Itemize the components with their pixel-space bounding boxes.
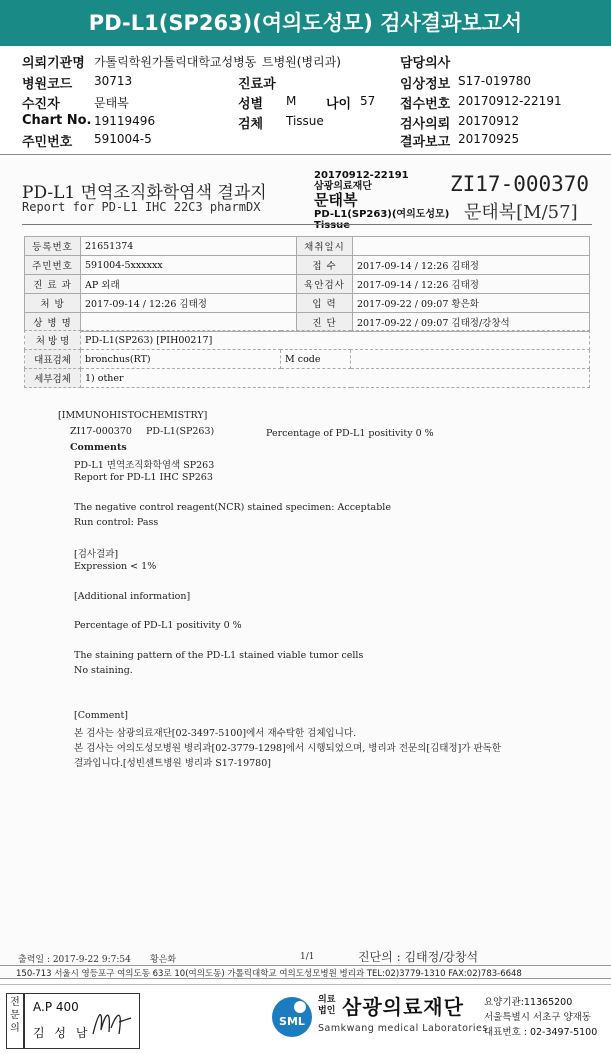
- rrn-label: 주민번호: [22, 135, 73, 150]
- page-number: 1/1: [300, 952, 315, 962]
- sticker-test: PD-L1(SP263)(여의도성모): [314, 209, 450, 220]
- case-line-id: ZI17-000370: [70, 426, 132, 437]
- org-type: [318, 995, 335, 1017]
- sml-logo-icon: [270, 995, 314, 1039]
- order-value: 2017-09-14 / 12:26 김태정: [81, 294, 297, 313]
- sex-value: M: [286, 94, 297, 108]
- case-number: ZI17-000370: [450, 172, 590, 196]
- institution-value: 가톨릭학원가톨릭대학교성병동: [94, 55, 257, 69]
- receipt-no-value: 20170912-22191: [458, 94, 562, 108]
- report-title-banner: PD-L1(SP263)(여의도성모) 검사결과보고서: [0, 0, 611, 46]
- header-row-institution: [0, 52, 611, 72]
- signer-name: 김 성 남: [33, 1026, 91, 1040]
- printed-time: 출력일 : 2017-9-22 9:7:54: [18, 955, 131, 965]
- scan-title: PD-L1 면역조직화학염색 결과지: [22, 183, 267, 203]
- case-line-pct: Percentage of PD-L1 positivity 0 %: [266, 428, 434, 439]
- org-contact: [484, 995, 597, 1040]
- specimen-value: Tissue: [286, 114, 324, 128]
- rrn-value: 591004-5: [94, 132, 152, 146]
- address-text: 150-713 서울시 영등포구 여의도동 63로 10(여의도동) 가톨릭대학교 여의도성모병원 병리과 TEL:02)3779-1310 FAX:02)783-6648: [16, 969, 522, 979]
- result-report-value: 20170925: [458, 132, 520, 146]
- comment-line: The staining pattern of the PD-L1 stained viable tumor cells: [74, 650, 364, 661]
- gross-label: 육안검사: [297, 275, 353, 294]
- specialist-stamp: 전문의: [6, 993, 24, 1049]
- rep-label: 대표검체: [25, 350, 81, 369]
- age-value: 57: [360, 94, 376, 108]
- header-row-patient: [0, 93, 611, 113]
- collect-value: [353, 237, 590, 256]
- input-label: 입 력: [297, 294, 353, 313]
- printer-name: 황은화: [150, 955, 177, 965]
- detail-label: 세부검체: [25, 369, 81, 388]
- scan-divider: [22, 224, 592, 225]
- sex-label: 성별: [238, 97, 264, 112]
- specimen-info-table: [24, 330, 590, 388]
- hospital-address: [0, 965, 611, 979]
- clinical-info-value: S17-019780: [458, 74, 532, 88]
- ward-value: [81, 313, 297, 332]
- mcode-label: M code: [281, 350, 351, 369]
- table-row: [25, 237, 590, 256]
- clinical-info-label: 임상정보: [400, 77, 451, 92]
- request-value: 20170912: [458, 114, 520, 128]
- org-phone: 대표번호 : 02-3497-5100: [484, 1027, 598, 1038]
- scan-subtitle: Report for PD-L1 IHC 22C3 pharmDX: [22, 200, 261, 214]
- patient-info-table: [24, 236, 590, 332]
- dept-value: AP 외래: [81, 275, 297, 294]
- sticker-org: 삼광의료재단: [314, 181, 372, 192]
- table-row: [25, 369, 590, 388]
- table-row: [25, 331, 590, 350]
- scanned-report: [0, 158, 611, 980]
- rx-value: PD-L1(SP263) [PIH00217]: [81, 331, 590, 350]
- reg-no-label: 등록번호: [25, 237, 81, 256]
- org-code: 요양기관:11365200: [484, 997, 573, 1008]
- diag-value: 2017-09-22 / 09:07 김태정/강창석: [353, 313, 590, 332]
- org-type-line1: 의료: [318, 995, 336, 1005]
- institution-label: 의뢰기관명: [22, 56, 85, 71]
- header-row-rrn: [0, 131, 611, 151]
- table-row: [25, 275, 590, 294]
- comments-heading: Comments: [70, 442, 127, 453]
- comment-line: PD-L1 면역조직화학염색 SP263: [74, 460, 215, 471]
- comment-line: Expression < 1%: [74, 561, 157, 572]
- table-row: [25, 350, 590, 369]
- header-row-code: [0, 73, 611, 93]
- logo-text: SML: [279, 1015, 305, 1028]
- sticker-spec: Tissue: [314, 220, 351, 231]
- hospital-code-value: 30713: [94, 74, 133, 88]
- patient-value: 문태복: [94, 96, 129, 110]
- rx-label: 처 방 명: [25, 331, 81, 350]
- specimen-label: 검체: [238, 117, 264, 132]
- comment-line: Report for PD-L1 IHC SP263: [74, 472, 213, 483]
- detail-value: 1) other: [81, 369, 590, 388]
- reg-no-value: 21651374: [81, 237, 297, 256]
- footer: [0, 984, 611, 1055]
- chart-value: 19119496: [94, 114, 156, 128]
- comment-line: 결과입니다.[성빈센트병원 병리과 S17-19780]: [74, 758, 271, 769]
- org-address: 서울특별시 서초구 양재동: [484, 1012, 591, 1023]
- header-row-chart: [0, 113, 611, 133]
- comment-line: No staining.: [74, 665, 133, 676]
- input-value: 2017-09-22 / 09:07 황은화: [353, 294, 590, 313]
- receipt-no-label: 접수번호: [400, 97, 451, 112]
- comment-line: [검사결과]: [74, 549, 119, 560]
- org-english-name: Samkwang medical Laboratories: [318, 1023, 488, 1034]
- section-heading: [IMMUNOHISTOCHEMISTRY]: [58, 410, 208, 421]
- diagnostician: 진단의 : 김태정/강창석: [358, 950, 479, 964]
- org-name: 삼광의료재단: [342, 995, 464, 1019]
- sticker-receipt: 20170912-22191: [314, 170, 409, 181]
- age-label: 나이: [326, 97, 352, 112]
- receipt-value: 2017-09-14 / 12:26 김태정: [353, 256, 590, 275]
- comment-line: [Additional information]: [74, 591, 191, 602]
- case-patient-name: 문태복[M/57]: [464, 202, 578, 223]
- collect-label: 채취일시: [297, 237, 353, 256]
- comment-line: 본 검사는 삼광의료재단[02-3497-5100]에서 재수탁한 검체입니다.: [74, 728, 357, 739]
- rrn-value: 591004-5xxxxxx: [81, 256, 297, 275]
- institution-extra: 트병원(병리과): [262, 55, 341, 69]
- doctor-label: 담당의사: [400, 56, 451, 71]
- order-label: 처 방: [25, 294, 81, 313]
- signature-icon: [89, 1000, 133, 1044]
- patient-label: 수진자: [22, 97, 60, 112]
- rep-value: bronchus(RT): [81, 350, 281, 369]
- diag-label: 진 단: [297, 313, 353, 332]
- comment-line: [Comment]: [74, 710, 128, 721]
- chart-label: Chart No.: [22, 113, 92, 128]
- dept-label: 진료과: [238, 77, 276, 92]
- mcode-value: [351, 350, 590, 369]
- comment-line: The negative control reagent(NCR) stained specimen: Acceptable: [74, 502, 391, 513]
- receipt-label: 접 수: [297, 256, 353, 275]
- signer-box: [24, 993, 140, 1049]
- case-line-test: PD-L1(SP263): [146, 426, 215, 437]
- table-row: [25, 313, 590, 332]
- comment-line: Run control: Pass: [74, 517, 159, 528]
- signer-role: A.P 400: [33, 1000, 79, 1014]
- result-report-label: 결과보고: [400, 135, 451, 150]
- header-divider: [0, 154, 611, 155]
- comment-line: 본 검사는 여의도성모병원 병리과[02-3779-1298]에서 시행되었으며, 병리과 전문의[김태정]가 판독한: [74, 743, 502, 754]
- hospital-code-label: 병원코드: [22, 77, 73, 92]
- gross-value: 2017-09-14 / 12:26 김태정: [353, 275, 590, 294]
- specimen-label-sticker: [314, 170, 449, 231]
- org-type-line2: 법인: [318, 1006, 336, 1016]
- table-row: [25, 256, 590, 275]
- rrn-label: 주민번호: [25, 256, 81, 275]
- ward-label: 상 병 명: [25, 313, 81, 332]
- comment-line: Percentage of PD-L1 positivity 0 %: [74, 620, 242, 631]
- table-row: [25, 294, 590, 313]
- sticker-name: 문태복: [314, 191, 358, 209]
- request-label: 검사의뢰: [400, 117, 451, 132]
- dept-label: 진 료 과: [25, 275, 81, 294]
